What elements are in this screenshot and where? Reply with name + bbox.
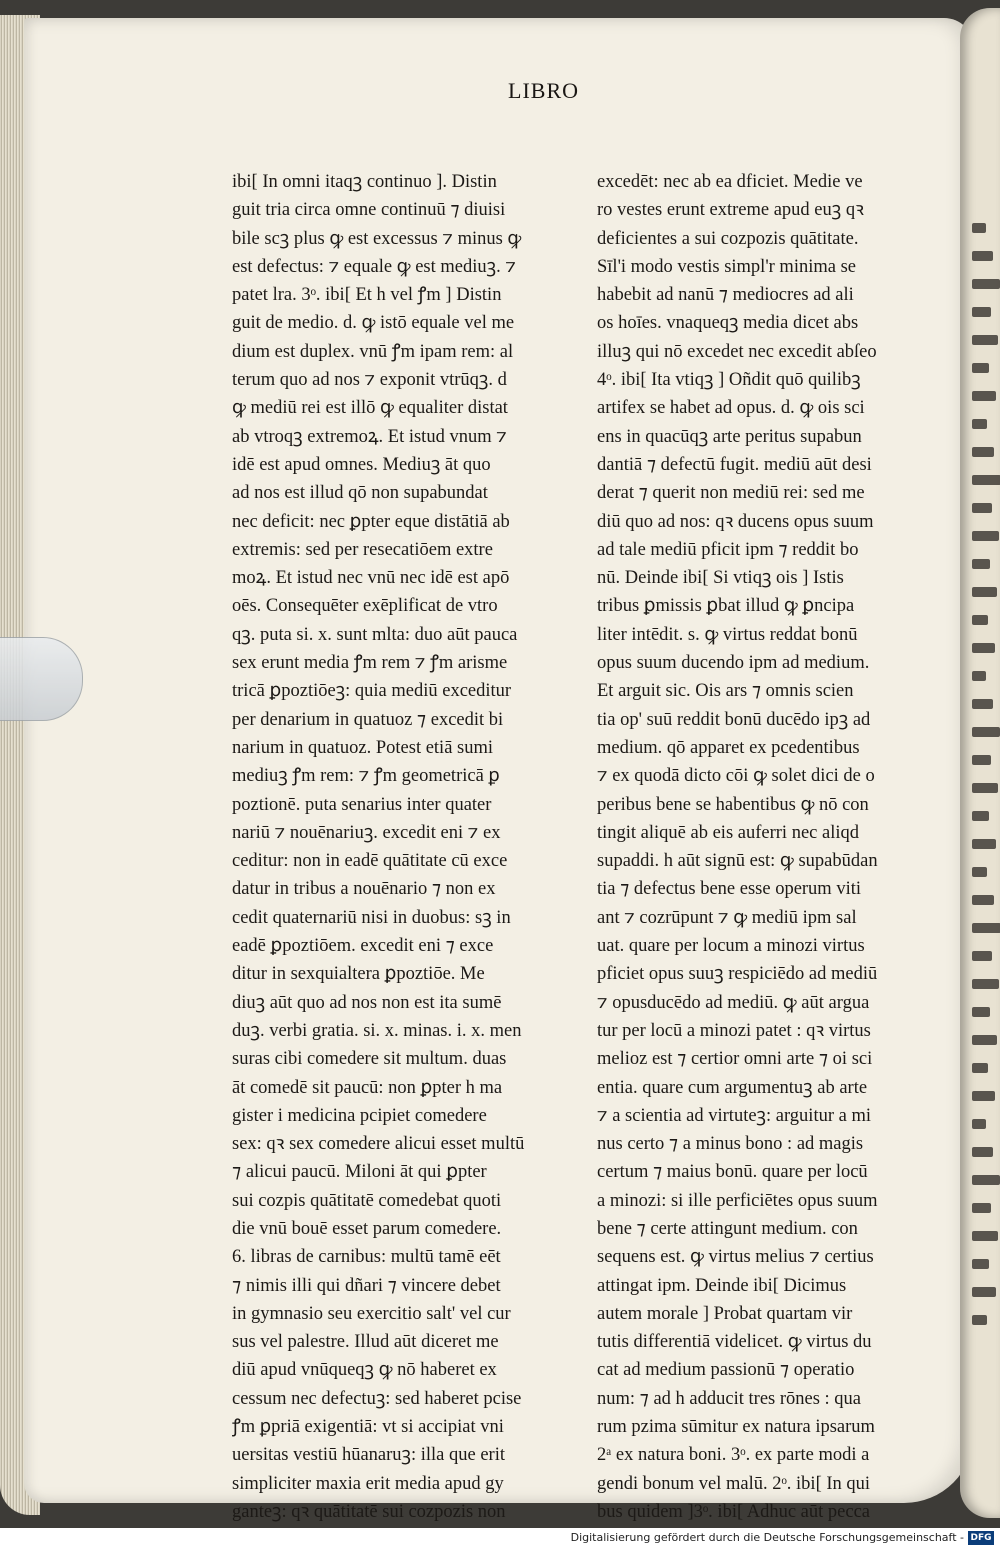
- text-line: ibi[ In omni itaqꝫ continuo ]. Distin: [232, 172, 497, 192]
- adjacent-page-text-fragment: [972, 447, 994, 457]
- text-line: excedēt: nec ab ea dficiet. Medie ve: [597, 172, 863, 192]
- adjacent-page-text-fragment: [972, 503, 992, 513]
- adjacent-page-text-fragment: [972, 559, 990, 569]
- adjacent-page-text-fragment: [972, 1315, 987, 1325]
- text-line: ꝙ mediū rei est illō ꝙ equaliter distat: [232, 398, 508, 419]
- text-line: cessum nec defectuꝫ: sed haberet pcise: [232, 1388, 522, 1409]
- text-line: 2ᵃ ex natura boni. 3ᵒ. ex parte modi a: [597, 1445, 870, 1466]
- text-line: 6. libras de carnibus: multū tamē eēt: [232, 1247, 501, 1268]
- adjacent-page-text-fragment: [972, 1259, 989, 1269]
- text-line: tricā ꝑpoztiōeꝫ: quia mediū exceditur: [232, 681, 512, 702]
- adjacent-page-text-fragment: [972, 1007, 990, 1017]
- text-line: uat. quare per locum a minozi virtus: [597, 936, 865, 957]
- text-line: guit tria circa omne continuū ⁊ diuisi: [232, 200, 506, 221]
- text-line: moꝝ. Et istud nec vnū nec idē est apō: [232, 568, 510, 589]
- funding-notice: Digitalisierung gefördert durch die Deutsche Forschungsgemeinschaft -: [570, 1531, 964, 1544]
- text-line: die vnū bouē esset parum comedere.: [232, 1218, 502, 1239]
- adjacent-page-edge: [960, 8, 1000, 1518]
- adjacent-page-text-fragment: [972, 811, 989, 821]
- text-line: habebit ad nanū ⁊ mediocres ad ali: [597, 285, 854, 306]
- text-line: ⁊ a scientia ad virtuteꝫ: arguitur a mi: [597, 1105, 871, 1126]
- text-column-right: [597, 168, 897, 1526]
- text-line: uersitas vestiū hūanaruꝫ: illa que erit: [232, 1445, 505, 1466]
- adjacent-page-text-fragment: [972, 419, 987, 429]
- text-line: illuꝫ qui nō excedet nec excedit abſeo: [597, 341, 877, 362]
- text-line: ⁊ ex quodā dicto cōi ꝙ solet dici de o: [597, 766, 875, 787]
- adjacent-page-text-fragment: [972, 783, 998, 793]
- adjacent-page-text-fragment: [972, 951, 992, 961]
- text-line: cedit quaternariū nisi in duobus: sꝫ in: [232, 907, 511, 928]
- text-line: 4ᵒ. ibi[ Ita vtiqꝫ ] Oñdit quō quilibꝫ: [597, 370, 861, 391]
- text-line: mediuꝫ ꝭm rem: ⁊ ꝭm geometricā ꝑ: [232, 766, 500, 787]
- text-line: in gymnasio seu exercitio salt' vel cur: [232, 1303, 511, 1324]
- text-line: guit de medio. d. ꝙ istō equale vel me: [232, 313, 515, 334]
- text-line: diuꝫ aūt quo ad nos non est ita sumē: [232, 992, 502, 1013]
- adjacent-page-text-fragment: [972, 531, 999, 541]
- text-line: tur per locū a minozi patet : qꝛ virtus: [597, 1020, 871, 1041]
- text-line: cat ad medium passionū ⁊ operatio: [597, 1360, 855, 1381]
- adjacent-page-text-fragment: [972, 895, 994, 905]
- text-line: ceditur: non in eadē quātitate cū exce: [232, 851, 508, 872]
- text-line: Sīl'i modo vestis simpl'r minima se: [597, 256, 856, 277]
- text-line: āt comedē sit paucū: non ꝑpter h ma: [232, 1077, 503, 1098]
- text-line: rum pzima sūmitur ex natura ipsarum: [597, 1417, 875, 1438]
- text-line: entia. quare cum argumentuꝫ ab arte: [597, 1077, 868, 1098]
- adjacent-page-text-fragment: [972, 671, 986, 681]
- text-line: sequens est. ꝙ virtus melius ⁊ certius: [597, 1247, 874, 1268]
- text-line: peribus bene se habentibus ꝙ nō con: [597, 794, 869, 815]
- text-line: bile scꝫ plus ꝙ est excessus ⁊ minus ꝙ: [232, 228, 522, 249]
- adjacent-page-text-fragment: [972, 727, 1000, 737]
- adjacent-page-text-fragment: [972, 699, 993, 709]
- text-line: sui cozpis quātitatē comedebat quoti: [232, 1190, 502, 1211]
- adjacent-page-text-fragment: [972, 335, 998, 345]
- adjacent-page-text-fragment: [972, 1175, 1000, 1185]
- text-line: ⁊ alicui paucū. Miloni āt qui ꝑpter: [232, 1162, 487, 1183]
- adjacent-page-text-fragment: [972, 755, 991, 765]
- adjacent-page-text-fragment: [972, 979, 999, 989]
- text-line: per denarium in quatuoz ⁊ excedit bi: [232, 709, 504, 730]
- text-line: attingat ipm. Deinde ibi[ Dicimus: [597, 1275, 847, 1296]
- text-line: nariū ⁊ nouēnariuꝫ. excedit eni ⁊ ex: [232, 822, 501, 843]
- adjacent-page-text-fragment: [972, 279, 1000, 289]
- text-line: poztionē. puta senarius inter quater: [232, 794, 492, 815]
- text-line: ant ⁊ cozrūpunt ⁊ ꝙ mediū ipm sal: [597, 907, 857, 928]
- text-line: tutis differentiā videlicet. ꝙ virtus du: [597, 1332, 872, 1353]
- text-line: num: ⁊ ad h adducit tres rōnes : qua: [597, 1388, 862, 1409]
- adjacent-page-text-fragment: [972, 1203, 991, 1213]
- text-line: sex: qꝛ sex comedere alicui esset multū: [232, 1134, 525, 1155]
- text-line: extremis: sed per resecatiōem extre: [232, 539, 493, 560]
- bookmark-clip: [0, 637, 83, 721]
- text-line: nus certo ⁊ a minus bono : ad magis: [597, 1134, 864, 1155]
- text-line: os hoīes. vnaqueqꝫ media dicet abs: [597, 313, 859, 334]
- text-line: ro vestes erunt extreme apud euꝫ qꝛ: [597, 200, 864, 221]
- text-line: eadē ꝑpoztiōem. excedit eni ⁊ exce: [232, 936, 494, 957]
- adjacent-page-text-fragment: [972, 1287, 996, 1297]
- adjacent-page-text-fragment: [972, 1035, 997, 1045]
- text-line: bus quidem ]3ᵒ. ibi[ Adhuc aūt pecca: [597, 1501, 870, 1522]
- running-head: LIBRO: [508, 78, 579, 103]
- text-line: patet lra. 3ᵒ. ibi[ Et h vel ꝭm ] Distin: [232, 285, 502, 306]
- adjacent-page-text-fragment: [972, 587, 997, 597]
- text-line: sex erunt media ꝭm rem ⁊ ꝭm arisme: [232, 653, 508, 674]
- text-line: narium in quatuoz. Potest etiā sumi: [232, 737, 494, 758]
- adjacent-page-text-fragment: [972, 643, 995, 653]
- text-line: ad tale mediū pficit ipm ⁊ reddit bo: [597, 539, 859, 560]
- adjacent-page-text-fragment: [972, 1091, 995, 1101]
- text-line: gister i medicina pcipiet comedere: [232, 1105, 487, 1126]
- text-line: diū apud vnūqueqꝫ ꝙ nō haberet ex: [232, 1360, 497, 1381]
- text-line: gendi bonum vel malū. 2ᵒ. ibi[ In qui: [597, 1473, 871, 1494]
- adjacent-page-text-fragment: [972, 615, 988, 625]
- text-line: opus suum ducendo ipm ad medium.: [597, 653, 870, 674]
- adjacent-page-text-fragment: [972, 839, 996, 849]
- text-line: idē est apud omnes. Mediuꝫ āt quo: [232, 454, 491, 475]
- text-line: ⁊ nimis illi qui dñari ⁊ vincere debet: [232, 1275, 501, 1296]
- adjacent-page-text-fragment: [972, 923, 1000, 933]
- text-line: nec deficit: nec ꝑpter eque distātiā ab: [232, 511, 510, 532]
- text-line: ⁊ opusducēdo ad mediū. ꝙ aūt argua: [597, 992, 870, 1013]
- text-line: deficientes a sui cozpozis quātitate.: [597, 228, 859, 249]
- text-line: pficiet opus suuꝫ respiciēdo ad mediū: [597, 964, 878, 985]
- dfg-logo: DFG: [968, 1531, 994, 1545]
- text-line: terum quo ad nos ⁊ exponit vtrūqꝫ. d: [232, 370, 507, 391]
- text-line: bene ⁊ certe attingunt medium. con: [597, 1218, 858, 1239]
- text-line: a minozi: si ille perficiētes opus suum: [597, 1190, 878, 1211]
- text-line: sus vel palestre. Illud aūt diceret me: [232, 1332, 499, 1353]
- adjacent-page-text-fragment: [972, 475, 1000, 485]
- adjacent-page-text-fragment: [972, 223, 986, 233]
- footer-bar: [0, 1528, 1000, 1549]
- text-line: autem morale ] Probat quartam vir: [597, 1303, 853, 1324]
- adjacent-page-text-fragment: [972, 1063, 988, 1073]
- text-line: duꝫ. verbi gratia. si. x. minas. i. x. men: [232, 1020, 522, 1041]
- text-line: nū. Deinde ibi[ Si vtiqꝫ ois ] Istis: [597, 568, 844, 589]
- text-line: certum ⁊ maius bonū. quare per locū: [597, 1162, 868, 1183]
- text-line: ab vtroqꝫ extremoꝝ. Et istud vnum ⁊: [232, 426, 507, 447]
- adjacent-page-text-fragment: [972, 867, 987, 877]
- text-line: simpliciter maxia erit media apud gy: [232, 1473, 504, 1494]
- adjacent-page-text-fragment: [972, 1147, 993, 1157]
- adjacent-page-text-fragment: [972, 391, 996, 401]
- text-line: liter intēdit. s. ꝙ virtus reddat bonū: [597, 624, 858, 645]
- text-line: suras cibi comedere sit multum. duas: [232, 1049, 507, 1070]
- text-line: tia op' suū reddit bonū ducēdo ipꝫ ad: [597, 709, 871, 730]
- text-line: est defectus: ⁊ equale ꝙ est mediuꝫ. ⁊: [232, 256, 516, 277]
- adjacent-page-text-fragment: [972, 251, 993, 261]
- text-line: datur in tribus a nouēnario ⁊ non ex: [232, 879, 496, 900]
- text-line: ens in quacūqꝫ arte peritus supabun: [597, 426, 862, 447]
- text-line: derat ⁊ querit non mediū rei: sed me: [597, 483, 865, 504]
- text-line: melioz est ⁊ certior omni arte ⁊ oi sci: [597, 1049, 873, 1070]
- adjacent-page-text-fragment: [972, 363, 989, 373]
- text-line: qꝫ. puta si. x. sunt mlta: duo aūt pauca: [232, 624, 518, 645]
- text-line: dantiā ⁊ defectū fugit. mediū aūt desi: [597, 454, 872, 475]
- text-line: oēs. Consequēter exēplificat de vtro: [232, 596, 498, 617]
- text-line: ad nos est illud qō non supabundat: [232, 483, 488, 504]
- adjacent-page-text-fragment: [972, 1119, 986, 1129]
- text-line: supaddi. h aūt signū est: ꝙ supabūdan: [597, 851, 878, 872]
- text-line: artifex se habet ad opus. d. ꝙ ois sci: [597, 398, 865, 419]
- text-line: diū quo ad nos: qꝛ ducens opus suum: [597, 511, 874, 532]
- text-line: dium est duplex. vnū ꝭm ipam rem: al: [232, 341, 514, 362]
- text-line: tribus ꝑmissis ꝑbat illud ꝙ ꝑncipa: [597, 596, 855, 617]
- text-line: Et arguit sic. Ois ars ⁊ omnis scien: [597, 681, 854, 702]
- adjacent-page-text-fragment: [972, 307, 991, 317]
- adjacent-page-text-fragment: [972, 1231, 998, 1241]
- text-line: tia ⁊ defectus bene esse operum viti: [597, 879, 861, 900]
- text-line: tingit aliquē ab eis auferri nec aliqd: [597, 822, 859, 843]
- text-line: ꝭm ꝑpriā exigentiā: vt si accipiat vni: [232, 1417, 504, 1438]
- text-line: ditur in sexquialtera ꝑpoztiōe. Me: [232, 964, 485, 985]
- text-line: ganteꝫ: qꝛ quātitatē sui cozpozis non: [232, 1501, 506, 1522]
- text-column-left: [232, 168, 537, 1526]
- text-line: medium. qō apparet ex pcedentibus: [597, 737, 860, 758]
